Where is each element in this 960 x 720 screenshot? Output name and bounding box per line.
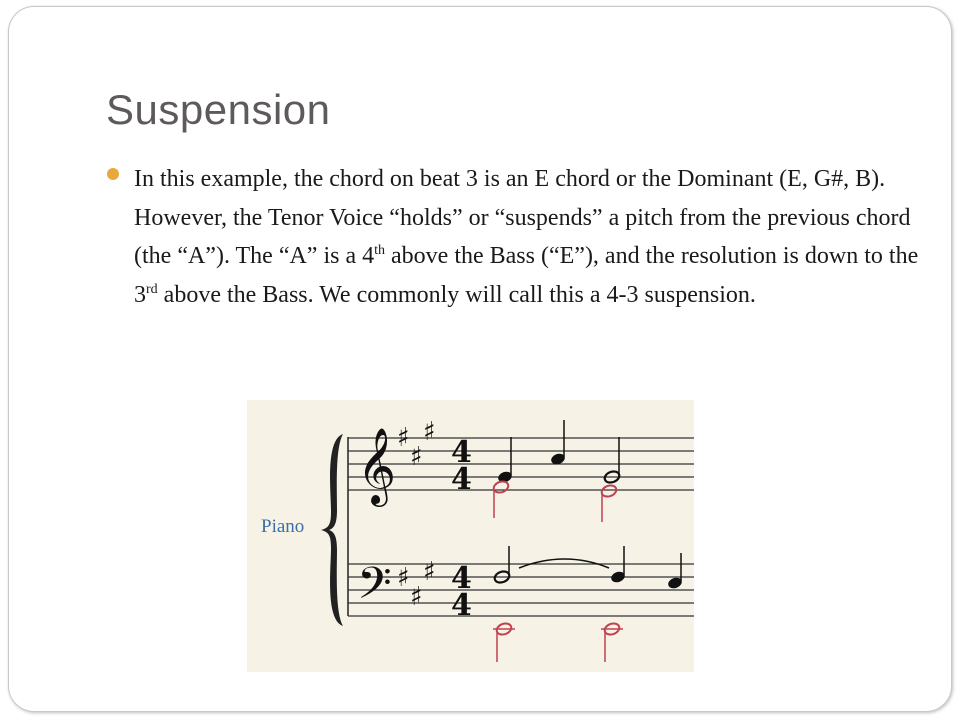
slide-title: Suspension [106,86,331,133]
treble-notes [497,420,621,484]
text-part-3: above the Bass. We commonly will call this a 4-3 suspension. [157,281,756,308]
text-part-2: above the Bass (“E”), and the resolution is down to the 3 [134,243,919,308]
bass-notes [493,546,683,590]
treble-clef-icon: 𝄞 [357,427,397,504]
bass-time-bottom: 4 [451,588,472,623]
music-score-image [247,400,694,672]
text-part-1: In this example, the chord on beat 3 is an E chord or the Dominant (E, G#, B). However, the Tenor Voice “holds” or “suspends” a pitch from the previous chord (the “A”). The “A” is a 4 [134,166,911,269]
bass-clef-icon: 𝄢 [357,557,392,620]
superscript-rd: rd [146,281,158,297]
treble-time-bottom: 4 [451,462,472,497]
svg-text:♯: ♯ [423,417,436,447]
bass-annotations [493,622,623,662]
bass-key-signature [397,557,436,612]
svg-text:♯: ♯ [397,423,410,453]
superscript-th: th [374,243,386,258]
grand-staff-brace [321,434,343,626]
bass-time-top: 4 [451,561,472,596]
treble-annotations [492,480,618,522]
score-svg [247,400,694,672]
instrument-label: Piano [261,516,305,537]
treble-time-top: 4 [451,435,472,470]
bullet-text [134,160,924,314]
svg-text:♯: ♯ [423,557,436,587]
svg-text:♯: ♯ [410,442,423,472]
svg-text:♯: ♯ [397,563,410,593]
svg-text:♯: ♯ [410,582,423,612]
bullet-dot [107,168,119,180]
